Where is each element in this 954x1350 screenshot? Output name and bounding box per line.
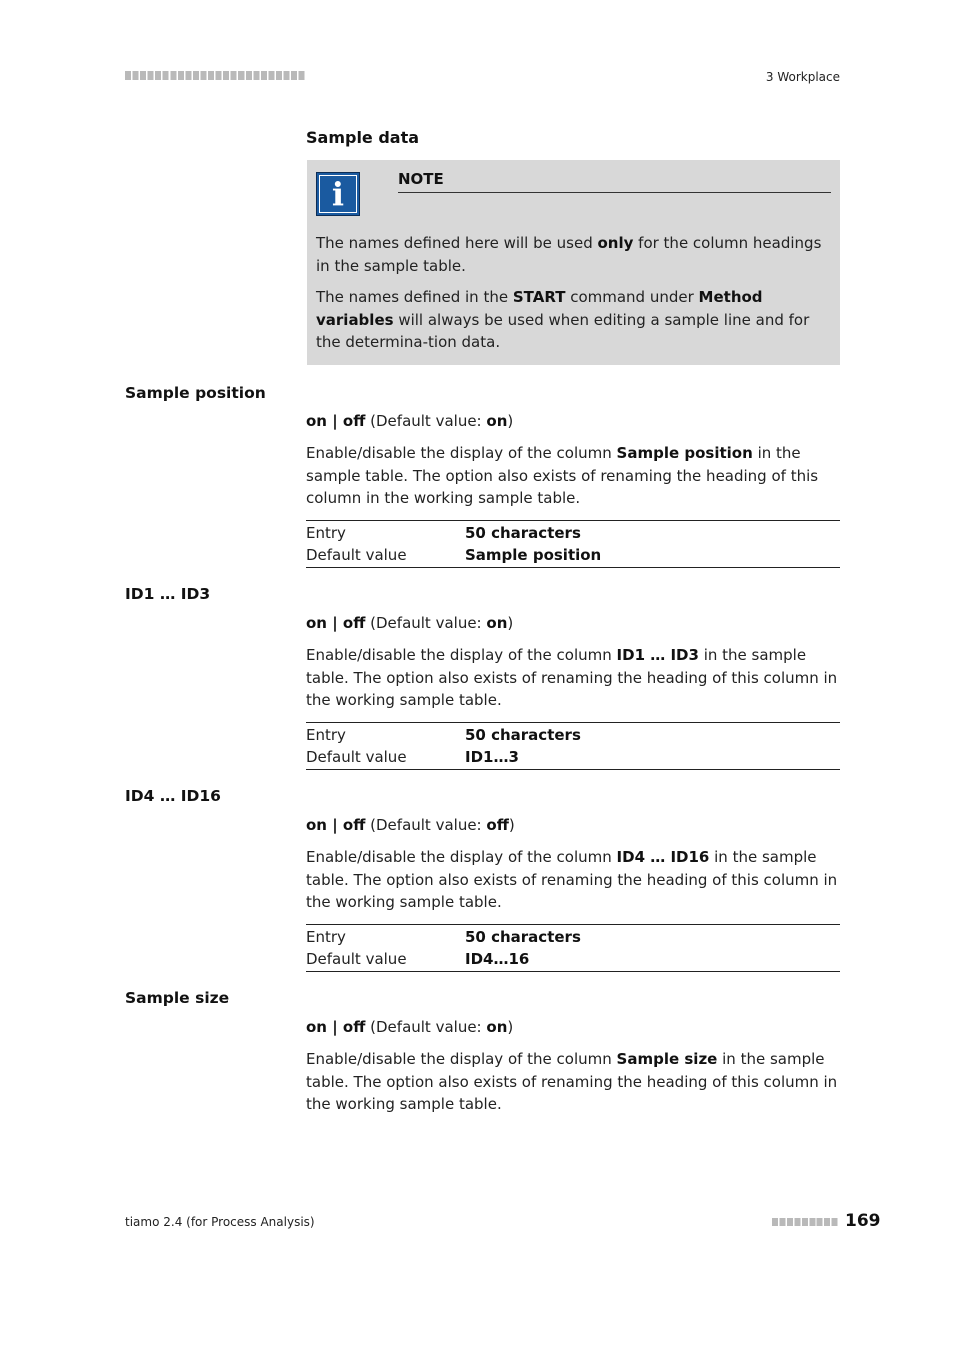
note-divider <box>398 192 831 193</box>
page-number: 169 <box>845 1211 881 1231</box>
table-value: ID4…16 <box>465 950 530 968</box>
param-table <box>306 520 840 568</box>
footer-product: tiamo 2.4 (for Process Analysis) <box>125 1215 315 1229</box>
table-label: Entry <box>306 928 346 946</box>
table-value: 50 characters <box>465 726 581 744</box>
table-value: 50 characters <box>465 928 581 946</box>
table-label: Default value <box>306 950 407 968</box>
table-value: ID1…3 <box>465 748 519 766</box>
param-heading-id4-id16: ID4 … ID16 <box>125 787 221 805</box>
table-value: 50 characters <box>465 524 581 542</box>
param-onoff: on | off (Default value: off) <box>306 816 515 834</box>
table-value: Sample position <box>465 546 602 564</box>
table-label: Default value <box>306 748 407 766</box>
param-description: Enable/disable the display of the column Sample position in the sample table. The option also exists of renaming the heading of this column in the working sample table. <box>306 444 819 507</box>
footer-decoration <box>772 1218 839 1226</box>
note-title: NOTE <box>398 170 444 188</box>
param-table <box>306 722 840 770</box>
param-description: Enable/disable the display of the column Sample size in the sample table. The option also exists of renaming the heading of this column in the working sample table. <box>306 1050 838 1113</box>
param-description: Enable/disable the display of the column ID4 … ID16 in the sample table. The option also exists of renaming the heading of this column in the working sample table. <box>306 848 838 911</box>
param-onoff: on | off (Default value: on) <box>306 1018 514 1036</box>
param-onoff: on | off (Default value: on) <box>306 614 514 632</box>
header-decoration <box>125 71 306 80</box>
note-paragraph-2: The names defined in the START command under Method variables will always be used when editing a sample line and for the determina-tion data. <box>316 288 810 351</box>
note-box <box>307 160 840 365</box>
param-heading-id1-id3: ID1 … ID3 <box>125 585 211 603</box>
param-table <box>306 924 840 972</box>
param-description: Enable/disable the display of the column ID1 … ID3 in the sample table. The option also exists of renaming the heading of this column in the working sample table. <box>306 646 838 709</box>
table-label: Default value <box>306 546 407 564</box>
chapter-label: 3 Workplace <box>765 70 840 84</box>
param-onoff: on | off (Default value: on) <box>306 412 514 430</box>
param-heading-sample-size: Sample size <box>125 989 230 1007</box>
section-title: Sample data <box>306 128 420 147</box>
table-label: Entry <box>306 524 346 542</box>
param-heading-sample-position: Sample position <box>125 384 266 402</box>
note-paragraph-1: The names defined here will be used only for the column headings in the sample table. <box>316 234 822 275</box>
info-icon: i <box>316 172 360 216</box>
table-label: Entry <box>306 726 346 744</box>
